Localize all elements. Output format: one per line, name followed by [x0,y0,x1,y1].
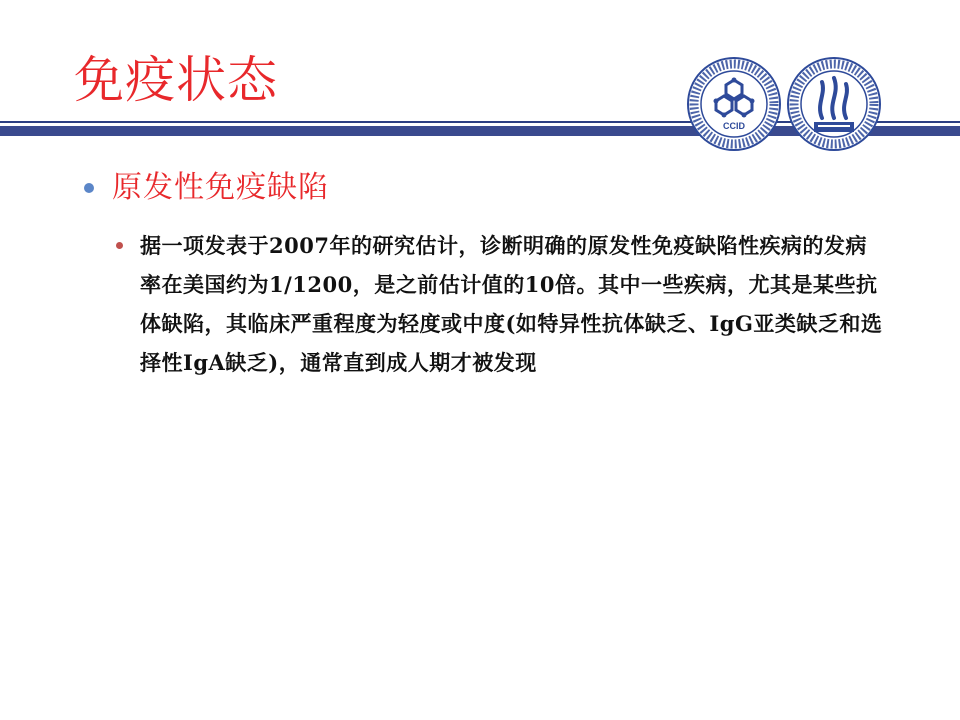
bullet-level2 [116,226,886,382]
slide-title: 免疫状态 [74,51,278,109]
ccid-logo [686,56,782,152]
logo-group [686,56,882,156]
ccid-logo-label: CCID [723,121,745,131]
bullet-dot-icon [116,242,123,249]
bullet-level1 [82,166,882,210]
bullet-dot-icon [84,183,94,193]
bullet-level1-text: 原发性免疫缺陷 [112,170,329,205]
hospital-logo [786,56,882,152]
bullet-level2-text: 据一项发表于2007年的研究估计，诊断明确的原发性免疫缺陷性疾病的发病率在美国约为1/1200，是之前估计值的10倍。其中一些疾病，尤其是某些抗体缺陷，其临床严重程度为轻度或中度(如特异性抗体缺乏、IgG亚类缺乏和选择性IgA缺乏)，通常直到成人期才被发现 [140,233,883,375]
